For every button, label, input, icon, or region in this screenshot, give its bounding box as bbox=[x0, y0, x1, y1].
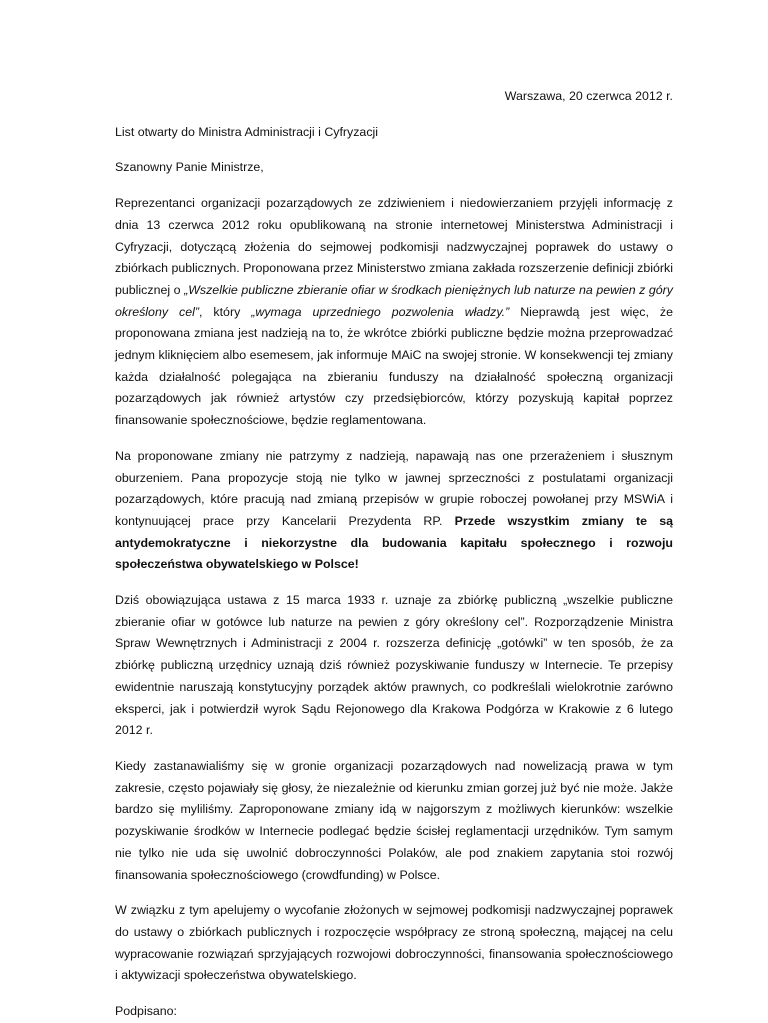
signed-label: Podpisano: bbox=[115, 1004, 178, 1019]
paragraph-2-text: Na proponowane zmiany nie patrzymy z nadzieją, napawają nas one przerażeniem i słusznym oburzeniem. Pana propozycje stoją nie tylko w jawnej sprzeczności z postulatami organizacji pozarządowych, które pracują nad zmianą przepisów w grupie roboczej powołanej przy MSWiA i kontynuującej prace przy Kancelarii Prezydenta RP. bbox=[115, 448, 673, 528]
salutation: Szanowny Panie Ministrze, bbox=[115, 160, 264, 175]
paragraph-2 bbox=[115, 446, 673, 576]
paragraph-1-text-b: , który bbox=[198, 304, 252, 319]
place-date: Warszawa, 20 czerwca 2012 r. bbox=[504, 89, 673, 103]
letter-body bbox=[115, 75, 673, 1023]
paragraph-3: Dziś obowiązująca ustawa z 15 marca 1933 r. uznaje za zbiórkę publiczną „wszelkie publiczne zbieranie ofiar w gotówce lub naturze na pewien z góry określony cel”. Rozporządzenie Ministra Spraw Wewnętrznych i Administracji z 2004 r. rozszerza definicję „gotówki” w ten sposób, że za zbiórkę publiczną urzędnicy uznają dziś również pozyskiwanie funduszy w Internecie. Te przepisy ewidentnie naruszają konstytucyjny porządek aktów prawnych, co podkreślali wielokrotnie zarówno eksperci, jak i potwierdził wyrok Sądu Rejonowego dla Krakowa Podgórza w Krakowie z 6 lutego 2012 r. bbox=[115, 593, 673, 738]
paragraph-1 bbox=[115, 193, 673, 432]
paragraph-1-text-a: Reprezentanci organizacji pozarządowych ze zdziwieniem i niedowierzaniem przyjęli informację z dnia 13 czerwca 2012 roku opublikowaną na stronie internetowej Ministerstwa Administracji i Cyfryzacji, dotyczącą złożenia do sejmowej podkomisji nadzwyczajnej poprawek do ustawy o zbiórkach publicznych. Proponowana przez Ministerstwo zmiana zakłada rozszerzenie definicji zbiórki publicznej o bbox=[115, 196, 673, 297]
letter-title: List otwarty do Ministra Administracji i Cyfryzacji bbox=[115, 124, 379, 139]
paragraph-5: W związku z tym apelujemy o wycofanie złożonych w sejmowej podkomisji nadzwyczajnej poprawek do ustawy o zbiórkach publicznych i rozpoczęcie współpracy ze stroną społeczną, mającej na celu wypracowanie rozwiązań sprzyjających rozwojowi dobroczynności, finansowania społecznościowego i aktywizacji społeczeństwa obywatelskiego. bbox=[115, 903, 673, 983]
paragraph-1-quote-2: „wymaga uprzedniego pozwolenia władzy.” bbox=[251, 304, 510, 319]
paragraph-1-text-c: Nieprawdą jest więc, że proponowana zmiana jest nadzieją na to, że wkrótce zbiórki publiczne będzie można przeprowadzać jednym kliknięciem albo esemesem, jak informuje MAiC na swojej stronie. W konsekwencji tej zmiany każda działalność polegająca na zbieraniu funduszy na działalność społeczną organizacji pozarządowych jak również artystów czy przedsiębiorców, którzy pozyskują kapitał poprzez finansowanie społecznościowe, będzie reglamentowana. bbox=[115, 304, 673, 428]
paragraph-4: Kiedy zastanawialiśmy się w gronie organizacji pozarządowych nad nowelizacją prawa w tym zakresie, często pojawiały się głosy, że niezależnie od kierunku zmian gorzej już być nie może. Jakże bardzo się myliliśmy. Zaproponowane zmiany idą w najgorszym z możliwych kierunków: wszelkie pozyskiwanie środków w Internecie podlegać będzie ścisłej reglamentacji urzędników. Tym samym nie tylko nie uda się uwolnić dobroczynności Polaków, ale pod znakiem zapytania stoi rozwój finansowania społecznościowego (crowdfunding) w Polsce. bbox=[115, 758, 673, 882]
paragraph-1-quote-1: „Wszelkie publiczne zbieranie ofiar w środkach pieniężnych lub naturze na pewien z góry określony cel” bbox=[115, 282, 673, 319]
paragraph-2-emphasis: Przede wszystkim zmiany te są antydemokratyczne i niekorzystne dla budowania kapitału społecznego i rozwoju społeczeństwa obywatelskiego w Polsce! bbox=[115, 513, 673, 572]
